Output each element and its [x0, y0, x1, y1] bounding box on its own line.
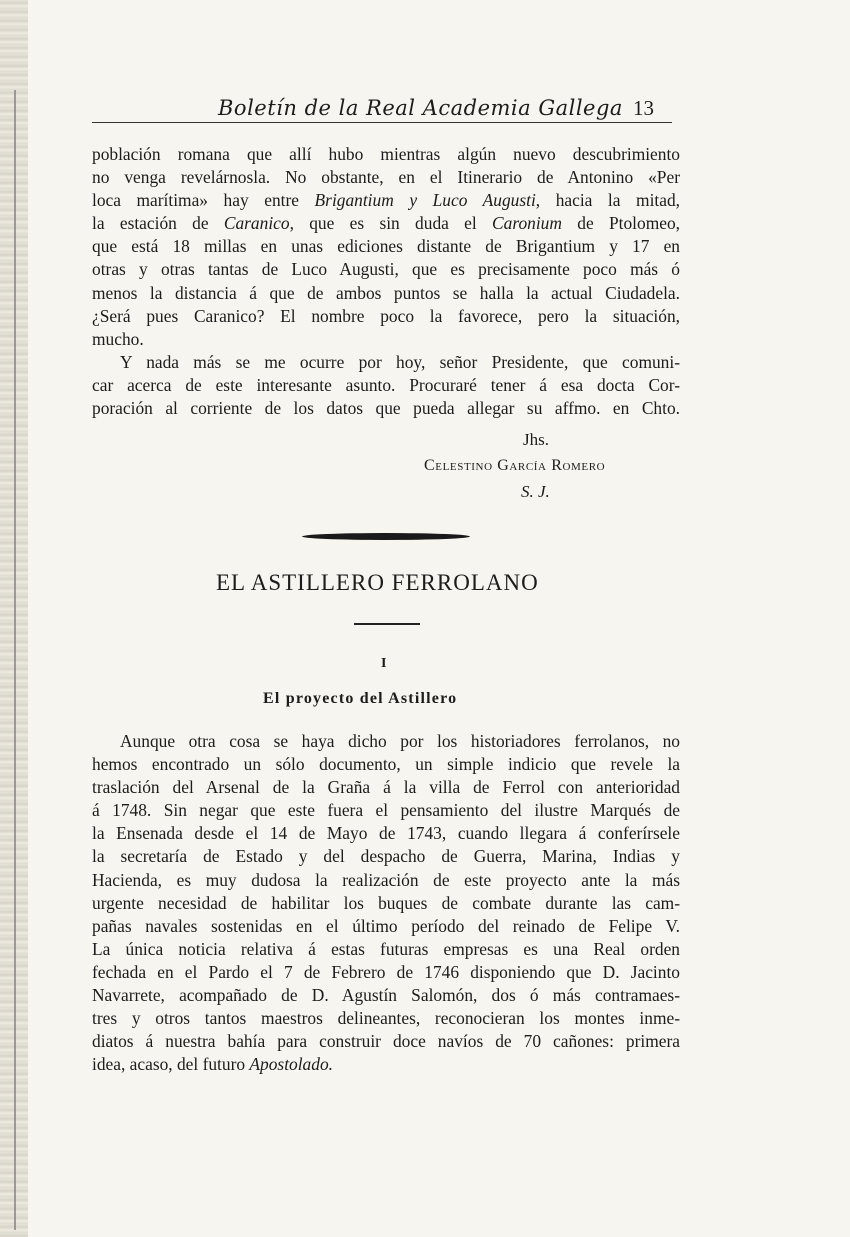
text-line: car acerca de este interesante asunto. Procuraré tener á esa docta Cor- [92, 374, 680, 395]
text-line: Y nada más se me ocurre por hoy, señor Presidente, que comuni- [120, 351, 680, 372]
section-number: I [381, 656, 387, 671]
running-head: Boletín de la Real Academia Gallega [218, 96, 623, 120]
text-line: Navarrete, acompañado de D. Agustín Salomón, dos ó más contramaes- [92, 985, 680, 1006]
text-line: ¿Será pues Caranico? El nombre poco la favorece, pero la situación, [92, 305, 680, 326]
text-line: loca marítima» hay entre Brigantium y Luco Augusti, hacia la mitad, [92, 190, 680, 211]
text-line: hemos encontrado un sólo documento, un simple indicio que revele la [92, 754, 680, 775]
text-line: menos la distancia á que de ambos puntos se halla la actual Ciudadela. [92, 282, 680, 303]
text-line: mucho. [92, 328, 144, 349]
page-number: 13 [633, 96, 654, 120]
letter-paragraph [92, 143, 680, 420]
section-title: El proyecto del Astillero [263, 690, 458, 707]
text-line: la Ensenada desde el 14 de Mayo de 1743, cuando llegara á conferírsele [92, 823, 680, 844]
text-line: pañas navales sostenidas en el último período del reinado de Felipe V. [92, 915, 680, 936]
text-line: diatos á nuestra bahía para construir doce navíos de 70 cañones: primera [92, 1031, 680, 1052]
closing-salutation: Jhs. [523, 430, 549, 449]
article-paragraph [92, 730, 680, 1076]
text-line: población romana que allí hubo mientras algún nuevo descubrimiento [92, 144, 680, 164]
title-rule [354, 623, 420, 625]
text-line: poración al corriente de los datos que pueda allegar su affmo. en Chto. [92, 398, 680, 419]
binding-fold-line [14, 90, 16, 1230]
text-line: urgente necesidad de habilitar los buques de combate durante las cam- [92, 892, 680, 913]
text-line: otras y otras tantas de Luco Augusti, que es precisamente poco más ó [92, 259, 680, 280]
text-line: Aunque otra cosa se haya dicho por los historiadores ferrolanos, no [120, 731, 680, 751]
text-line: la estación de Caranico, que es sin duda el Caronium de Ptolomeo, [92, 213, 680, 234]
text-line: fechada en el Pardo el 7 de Febrero de 1746 disponiendo que D. Jacinto [92, 961, 680, 982]
text-line: que está 18 millas en unas ediciones distante de Brigantium y 17 en [92, 236, 680, 257]
section-ornament [302, 533, 470, 540]
signature-name: Celestino García Romero [424, 457, 606, 474]
text-line: á 1748. Sin negar que este fuera el pensamiento del ilustre Marqués de [92, 800, 680, 821]
page-header [92, 96, 672, 123]
text-line: tres y otros tantos maestros delineantes, reconocieran los montes inme- [92, 1008, 680, 1029]
text-line: no venga revelárnosla. No obstante, en el Itinerario de Antonino «Per [92, 167, 680, 188]
signature-order: S. J. [521, 482, 550, 501]
text-line: idea, acaso, del futuro Apostolado. [92, 1054, 333, 1075]
text-line: Hacienda, es muy dudosa la realización de este proyecto ante la más [92, 869, 680, 890]
text-line: traslación del Arsenal de la Graña á la villa de Ferrol con anterioridad [92, 777, 680, 798]
text-line: La única noticia relativa á estas futuras empresas es una Real orden [92, 938, 680, 959]
article-title: EL ASTILLERO FERROLANO [216, 570, 539, 595]
text-line: la secretaría de Estado y del despacho de Guerra, Marina, Indias y [92, 846, 680, 867]
